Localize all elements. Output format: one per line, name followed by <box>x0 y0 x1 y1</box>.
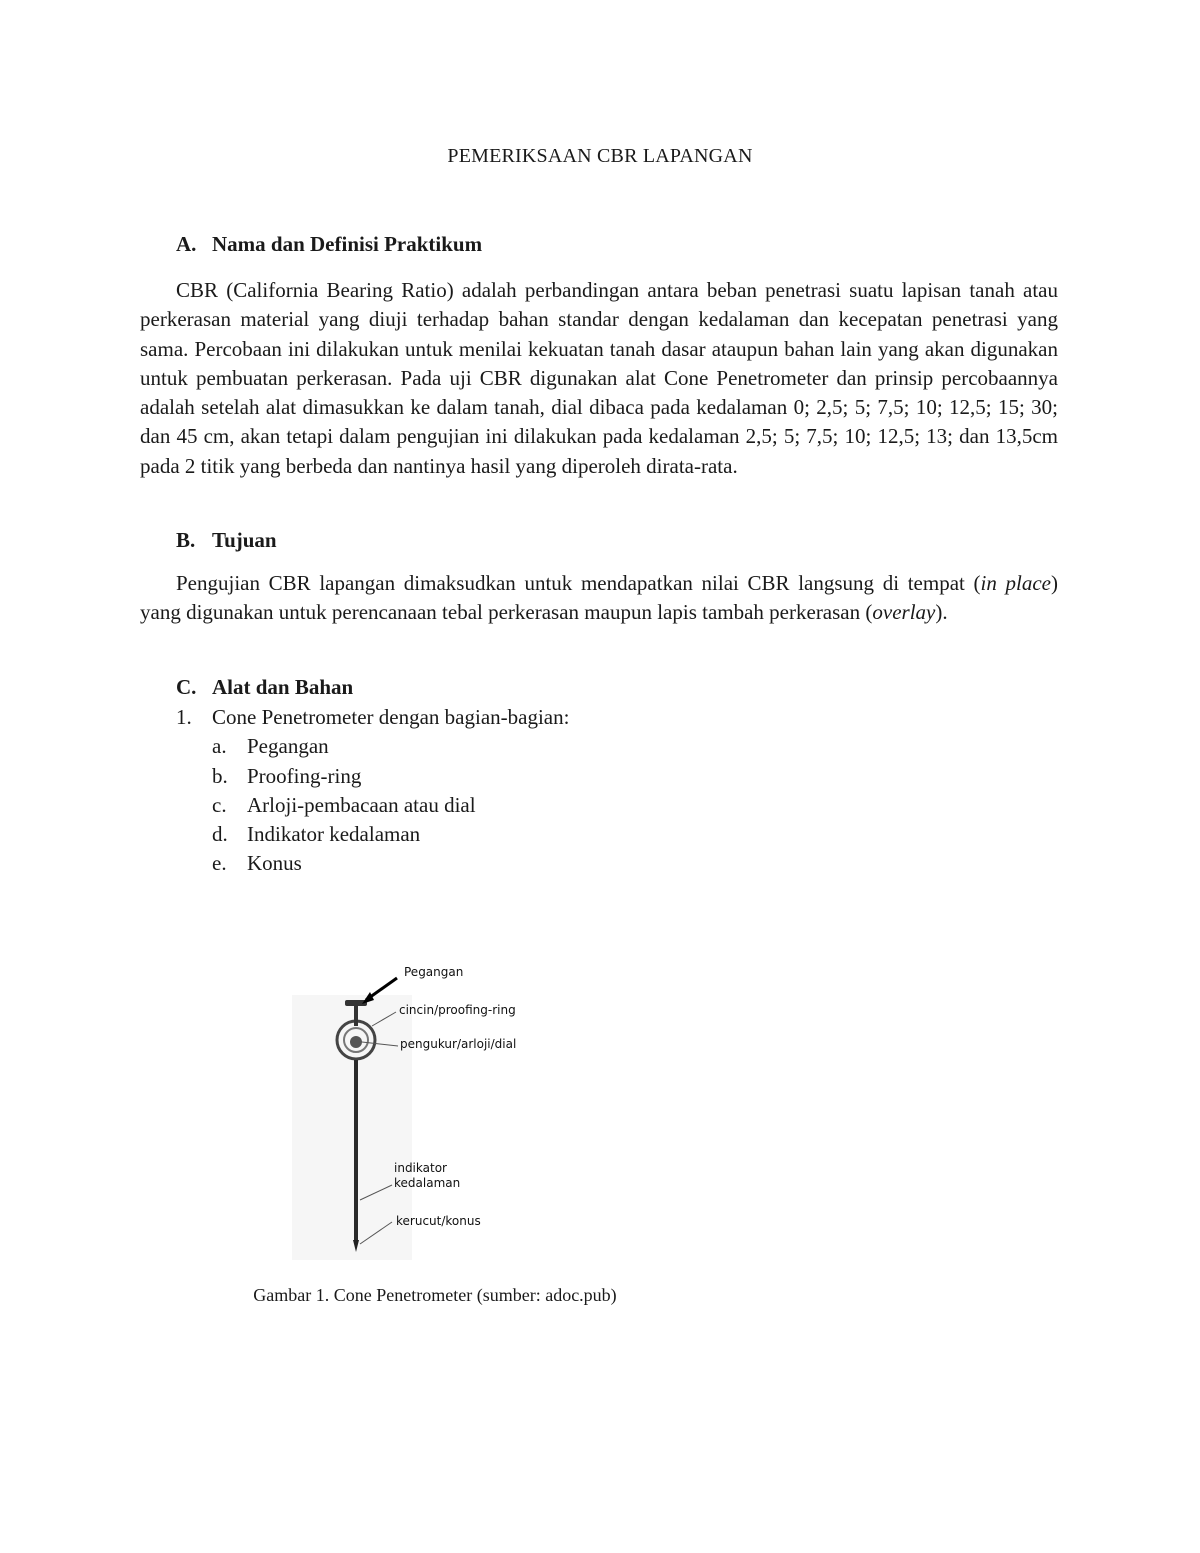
section-b-paragraph <box>140 569 1058 628</box>
figure-background <box>292 995 412 1260</box>
section-b-letter: B. <box>176 528 196 552</box>
label-indikator-2: kedalaman <box>394 1176 461 1190</box>
sub-item-a <box>176 732 569 761</box>
dial-shape <box>350 1036 362 1048</box>
label-cincin: cincin/proofing-ring <box>399 1003 516 1017</box>
sub-item-d <box>176 820 569 849</box>
upper-shaft <box>354 1006 358 1026</box>
section-c-letter: C. <box>176 675 197 699</box>
shaft-shape <box>354 1060 358 1240</box>
section-b-text-2: ) yang digunakan untuk perencanaan tebal perkerasan maupun lapis tambah perkerasan ( <box>140 571 1058 625</box>
sub-item-c <box>176 791 569 820</box>
sub-item-text: Indikator kedalaman <box>247 822 421 847</box>
section-b-text-3: ). <box>935 600 948 625</box>
sub-item-b <box>176 762 569 791</box>
list-item-text: Cone Penetrometer dengan bagian-bagian: <box>212 705 570 729</box>
section-a-heading <box>176 232 482 257</box>
cone-penetrometer-figure <box>292 960 552 1260</box>
section-c-title: Alat dan Bahan <box>212 675 354 699</box>
page-title: PEMERIKSAAN CBR LAPANGAN <box>447 145 753 167</box>
sub-item-letter: e. <box>212 851 227 876</box>
section-b-italic-2: overlay <box>872 600 936 625</box>
section-b-italic-1: in place <box>980 571 1051 595</box>
label-pengukur: pengukur/arloji/dial <box>400 1037 517 1051</box>
section-a-letter: A. <box>176 232 197 256</box>
section-c-heading <box>176 675 353 700</box>
sub-item-text: Pegangan <box>247 734 329 759</box>
section-a-title: Nama dan Definisi Praktikum <box>212 232 483 256</box>
sub-item-e <box>176 849 569 878</box>
figure-caption: Gambar 1. Cone Penetrometer (sumber: adoc.pub) <box>253 1285 617 1305</box>
sub-item-text: Arloji-pembacaan atau dial <box>247 792 476 817</box>
sub-item-letter: a. <box>212 734 227 759</box>
label-kerucut: kerucut/konus <box>396 1214 481 1228</box>
list-item <box>176 703 569 732</box>
sub-item-letter: b. <box>212 763 228 788</box>
section-b-heading <box>176 528 277 553</box>
equipment-list <box>176 703 569 879</box>
section-b-text-1: Pengujian CBR lapangan dimaksudkan untuk mendapatkan nilai CBR langsung di tempat ( <box>176 571 981 595</box>
label-indikator-1: indikator <box>394 1161 447 1175</box>
label-pegangan: Pegangan <box>404 965 464 979</box>
sub-item-text: Konus <box>247 851 302 876</box>
section-a-paragraph: CBR (California Bearing Ratio) adalah perbandingan antara beban penetrasi suatu lapisan tanah atau perkerasan material yang diuji terhadap bahan standar dengan kedalaman dan kecepatan penetrasi yang sama. Percobaan ini dilakukan untuk menilai kekuatan tanah dasar ataupun bahan lain yang akan digunakan untuk pembuatan perkerasan. Pada uji CBR digunakan alat Cone Penetrometer dan prinsip percobaannya adalah setelah alat dimasukkan ke dalam tanah, dial dibaca pada kedalaman 0; 2,5; 5; 7,5; 10; 12,5; 15; 30; dan 45 cm, akan tetapi dalam pengujian ini dilakukan pada kedalaman 2,5; 5; 7,5; 10; 12,5; 13; dan 13,5cm pada 2 titik yang berbeda dan nantinya hasil yang diperoleh dirata-rata. <box>140 278 1058 478</box>
sub-item-text: Proofing-ring <box>247 763 362 788</box>
sub-item-letter: d. <box>212 822 228 847</box>
sub-item-letter: c. <box>212 792 227 817</box>
list-item-number: 1. <box>176 705 192 729</box>
section-b-title: Tujuan <box>212 528 277 552</box>
